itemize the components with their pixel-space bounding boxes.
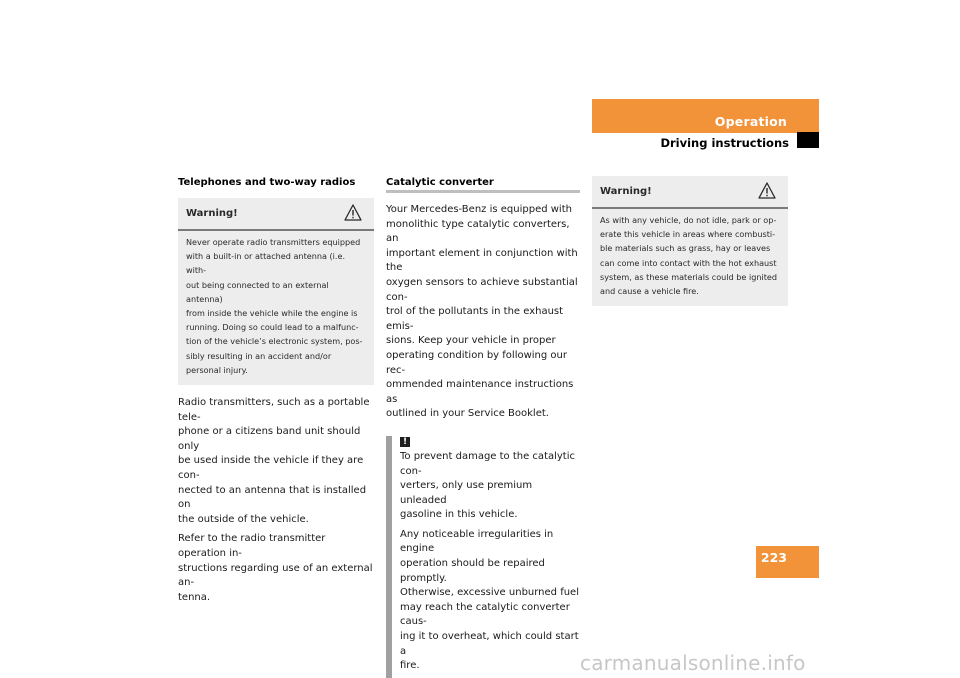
text-line: Any noticeable irregularities in engine [400, 528, 554, 555]
text-line: To prevent damage to the catalytic con- [400, 450, 576, 477]
text-line: structions regarding use of an external an- [178, 562, 373, 589]
subsection-title: Driving instructions [660, 136, 789, 150]
column-telephones [178, 176, 374, 605]
text-line: be used inside the vehicle if they are con- [178, 455, 364, 481]
warning-triangle-icon [758, 182, 776, 199]
text-line: Radio transmitters, such as a portable tele- [178, 397, 370, 423]
warning-line: erate this vehicle in areas where combusti- [600, 229, 776, 240]
warning-line: Never operate radio transmitters equipped [186, 237, 361, 247]
text-line: Otherwise, excessive unburned fuel [400, 587, 579, 599]
warning-header [592, 176, 788, 209]
text-line: ing it to overheat, which could start a [400, 631, 579, 657]
warning-line: tion of the vehicle’s electronic system, pos- [186, 336, 363, 347]
warning-text [592, 209, 788, 306]
text-line: important element in conjunction with the [386, 247, 578, 274]
text-line: operation should be repaired promptly. [400, 558, 545, 584]
paragraph-catalytic [386, 203, 580, 422]
warning-line: can come into contact with the hot exhaust [600, 257, 777, 268]
warning-line: out being connected to an external antenna) [186, 279, 329, 304]
column-fire-warning [592, 176, 788, 306]
text-line: trol of the pollutants in the exhaust emis- [386, 306, 564, 332]
text-line: verters, only use premium unleaded [400, 480, 533, 506]
page-number-box [756, 546, 819, 578]
text-line: the outside of the vehicle. [178, 513, 309, 525]
warning-triangle-icon [344, 204, 362, 221]
text-line: sions. Keep your vehicle in proper [386, 335, 556, 347]
text-line: outlined in your Service Booklet. [386, 408, 549, 420]
text-line: Refer to the radio transmitter operation in- [178, 533, 326, 559]
warning-line: from inside the vehicle while the engine is [186, 308, 358, 319]
text-line: fire. [400, 660, 420, 672]
text-line: gasoline in this vehicle. [400, 509, 518, 521]
warning-title: Warning! [600, 186, 652, 197]
warning-line: As with any vehicle, do not idle, park or op- [600, 215, 777, 225]
paragraph-radio-transmitters [178, 396, 374, 527]
column-catalytic [386, 176, 580, 678]
header-marker [797, 132, 819, 148]
watermark: carmanualsonline.info [580, 651, 806, 675]
text-line: nected to an antenna that is installed on [178, 484, 367, 511]
warning-header [178, 198, 374, 231]
warning-line: sibly resulting in an accident and/or [186, 350, 332, 361]
text-line: monolithic type catalytic converters, an [386, 218, 570, 245]
text-line: oxygen sensors to achieve substantial con- [386, 276, 578, 303]
warning-box-radio [178, 198, 374, 385]
warning-line: ble materials such as grass, hay or leaves [600, 243, 771, 254]
note-paragraph-fuel [400, 450, 580, 523]
note-paragraph-engine [400, 528, 580, 674]
heading-telephones: Telephones and two-way radios [178, 177, 356, 188]
warning-line: with a built-in or attached antenna (i.e. with- [186, 251, 346, 276]
warning-line: personal injury. [186, 364, 248, 375]
warning-title: Warning! [186, 208, 238, 219]
section-title: Operation [714, 114, 787, 129]
page-number: 223 [760, 550, 787, 565]
exclamation-icon: ! [400, 437, 410, 447]
text-line: tenna. [178, 591, 211, 603]
header-rule [592, 132, 797, 133]
section-header-box [592, 99, 819, 132]
text-line: phone or a citizens band unit should only [178, 426, 361, 452]
warning-line: and cause a vehicle fire. [600, 286, 699, 297]
paragraph-refer-instructions [178, 532, 374, 605]
warning-line: running. Doing so could lead to a malfunc- [186, 322, 359, 333]
text-line: operating condition by following our rec- [386, 349, 567, 376]
warning-box-fire [592, 176, 788, 306]
text-line: ommended maintenance instructions as [386, 379, 574, 405]
heading-catalytic: Catalytic converter [386, 176, 580, 193]
note-box-fuel [386, 436, 580, 678]
warning-line: system, as these materials could be ignited [600, 271, 778, 282]
warning-text [178, 231, 374, 385]
text-line: Your Mercedes-Benz is equipped with [386, 204, 572, 215]
text-line: may reach the catalytic converter caus- [400, 601, 570, 628]
